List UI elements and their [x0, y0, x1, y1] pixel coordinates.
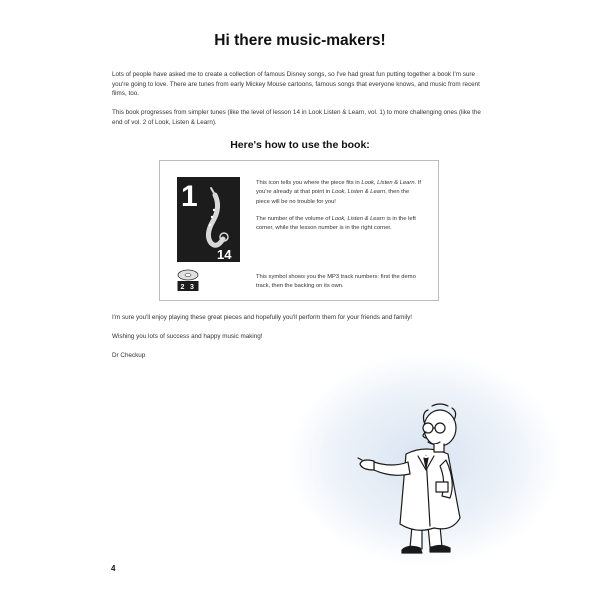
saxophone-icon — [177, 177, 240, 262]
volume-number: 1 — [181, 180, 198, 213]
cd-explanation: This symbol shows you the MP3 track numbers: first the demo track, then the backing on its own. — [256, 274, 416, 290]
doctor-illustration — [356, 398, 476, 558]
lesson-number: 14 — [217, 247, 232, 262]
intro-paragraph-1: Lots of people have asked me to create a collection of famous Disney songs, so I've had great fun putting together a book I'm sure you're going to love. There are tunes from early Mickey Mouse cartoons, famous songs that everyone knows, and music from recent films, too. — [112, 71, 480, 98]
icon-explanation: This icon tells you where the piece fits in Look, Listen & Learn. If you're already at that point in Look, Listen & Learn, then the piece will be no trouble for you! — [256, 180, 422, 205]
closing-paragraph-1: I'm sure you'll enjoy playing these great pieces and hopefully you'll perform them for your friends and family! — [112, 314, 413, 321]
howto-info-box — [159, 160, 439, 301]
cd-track-icon — [177, 268, 199, 292]
page-number: 4 — [111, 564, 116, 573]
backing-track-number: 3 — [190, 284, 194, 291]
page-title: Hi there music-makers! — [214, 32, 386, 49]
signature: Dr Checkup — [112, 352, 146, 359]
corner-explanation: The number of the volume of Look, Listen & Learn is in the left corner, while the lesson number is in the right corner. — [256, 216, 416, 232]
demo-track-number: 2 — [180, 284, 185, 291]
lesson-level-icon — [177, 177, 240, 262]
intro-paragraph-2: This book progresses from simpler tunes (like the level of lesson 14 in Look Listen & Learn, vol. 1) to more challenging ones (like the end of vol. 2 of Look, Listen & Learn). — [112, 109, 481, 126]
doctor-icon — [356, 398, 476, 558]
closing-paragraph-2: Wishing you lots of success and happy music making! — [112, 333, 263, 340]
howto-heading: Here's how to use the book: — [230, 139, 370, 151]
